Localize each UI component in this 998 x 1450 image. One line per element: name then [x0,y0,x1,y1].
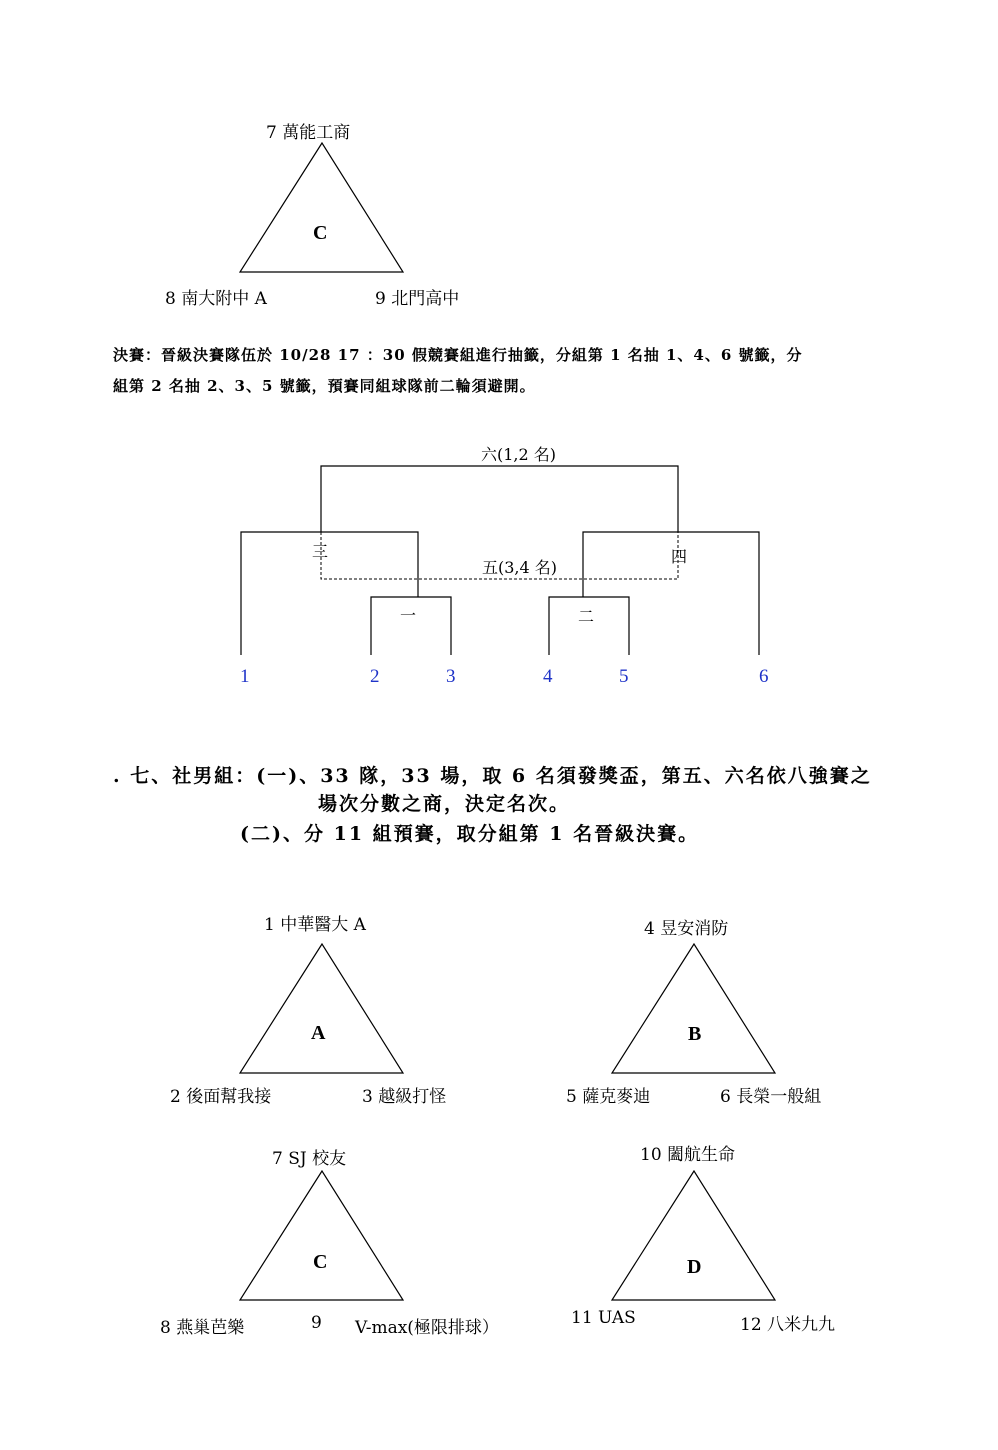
group-c-letter: C [313,222,328,244]
final-note-line-2: 組第 2 名抽 2、3、5 號籤，預賽同組球隊前二輪須避開。 [113,377,536,395]
group-c-top-team: 7 SJ 校友 [272,1149,347,1169]
bracket-match-final: 六(1,2 名) [481,445,557,464]
group-d-letter: D [687,1256,702,1278]
bracket-seed-6: 6 [759,666,769,687]
group-c-lower-right-team: V-max(極限排球） [355,1318,499,1338]
bracket-seed-2: 2 [370,666,380,687]
group-b-left-team: 5 薩克麥迪 [566,1087,651,1107]
group-c-lower-right-number: 9 [311,1313,322,1333]
group-c-lower-letter: C [313,1251,328,1273]
bracket-match-3: 三 [312,542,329,561]
group-b-triangle [612,944,776,1074]
bracket-match-2: 二 [578,607,595,626]
bracket-match-4: 四 [671,547,688,566]
group-b-top-team: 4 昱安消防 [644,919,729,939]
group-a-triangle [240,944,404,1074]
group-d-triangle [612,1171,776,1301]
group-a-letter: A [311,1022,326,1044]
group-a-left-team: 2 後面幫我接 [170,1087,272,1107]
group-d-right-team: 12 八米九九 [740,1315,836,1335]
group-a-right-team: 3 越級打怪 [362,1087,447,1107]
group-c-right-team: 9 北門高中 [375,289,460,309]
bracket-seed-5: 5 [619,666,629,687]
group-d-top-team: 10 闔航生命 [640,1145,736,1165]
bracket-seed-3: 3 [446,666,456,687]
bracket-seed-1: 1 [240,666,250,687]
section-7-line-1: . 七、社男組：(一)、33 隊，33 場，取 6 名須發獎盃，第五、六名依八強賽之 [113,765,872,787]
group-c-left-team: 8 南大附中 A [165,289,267,309]
final-note-line-1: 決賽：晉級決賽隊伍於 10/28 17 ：30 假競賽組進行抽籤，分組第 1 名抽 1、4、6 號籤，分 [113,346,803,364]
bracket-seed-4: 4 [543,666,553,687]
bracket-match-1: 一 [400,606,417,625]
section-7-line-3: (二)、分 11 組預賽，取分組第 1 名晉級決賽。 [240,823,700,845]
section-7-line-2: 場次分數之商，決定名次。 [318,793,571,815]
group-d-left-team: 11 UAS [571,1308,636,1328]
group-c-lower-left-team: 8 燕巢芭樂 [160,1318,245,1338]
bracket-match-third: 五(3,4 名) [482,558,558,577]
group-c-top-team: 7 萬能工商 [266,123,351,143]
group-b-letter: B [688,1023,702,1045]
group-a-top-team: 1 中華醫大 A [264,915,366,935]
group-b-right-team: 6 長榮一般組 [720,1087,822,1107]
group-c-lower-triangle [240,1171,404,1301]
